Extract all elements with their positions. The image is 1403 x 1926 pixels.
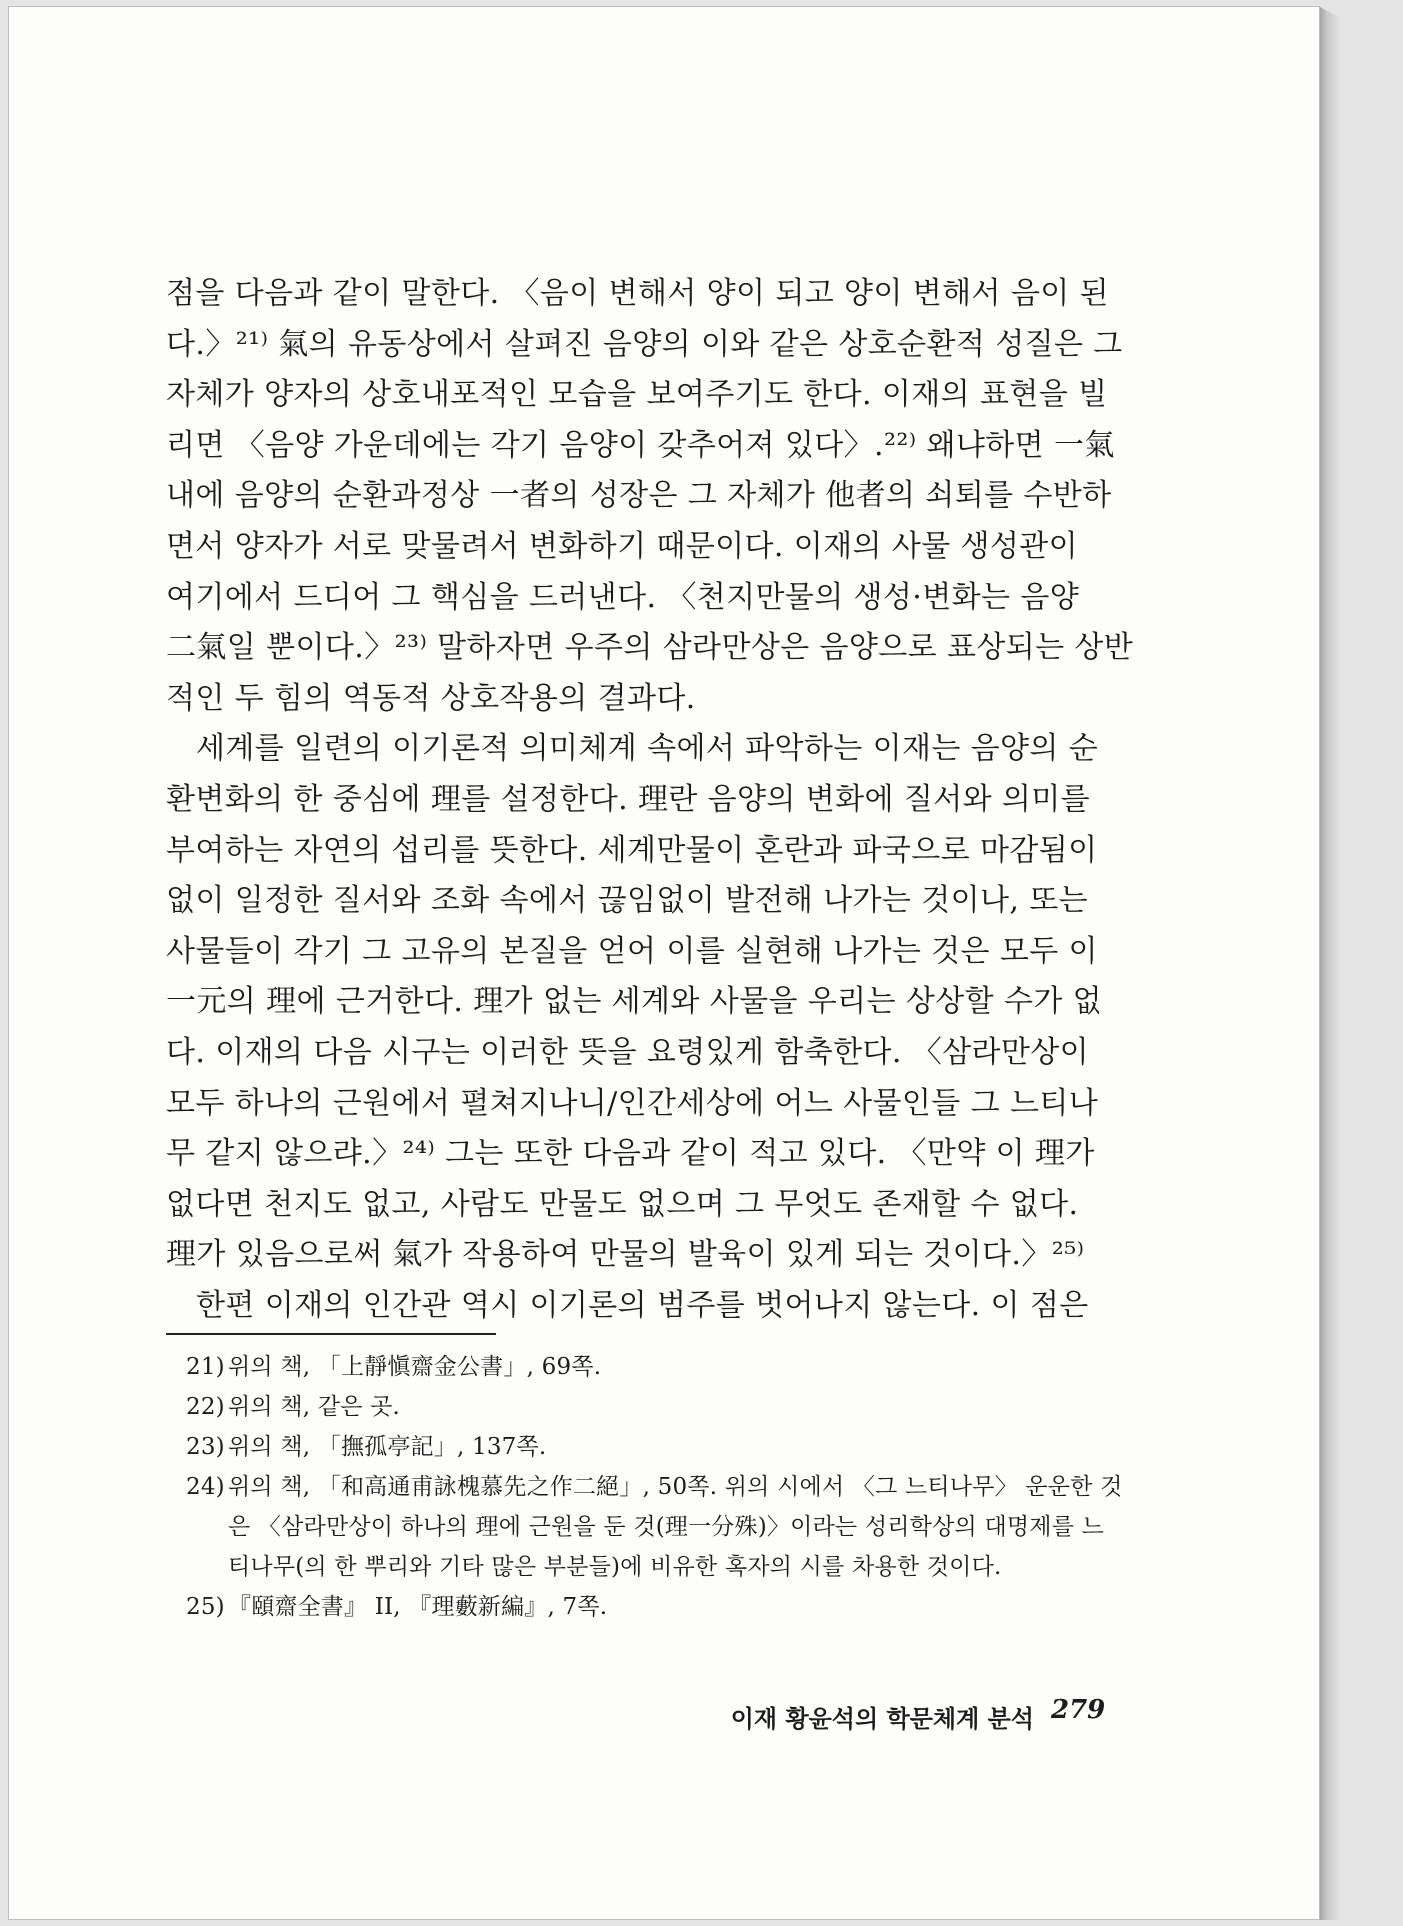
body-line: 사물들이 각기 그 고유의 본질을 얻어 이를 실현해 나가는 것은 모두 이 — [166, 933, 1098, 969]
body-line: 一元의 理에 근거한다. 理가 없는 세계와 사물을 우리는 상상할 수가 없 — [166, 984, 1103, 1020]
footnotes — [186, 1347, 1126, 1627]
body-line: 없다면 천지도 없고, 사람도 만물도 없으며 그 무엇도 존재할 수 없다. — [166, 1186, 1079, 1222]
body-line: 무 같지 않으랴.〉²⁴⁾ 그는 또한 다음과 같이 적고 있다. 〈만약 이 理가 — [166, 1136, 1095, 1172]
footnote — [186, 1467, 1126, 1587]
footnote-divider — [166, 1333, 496, 1335]
page-edge-shadow — [1318, 6, 1340, 1920]
footnote-text: 위의 책, 같은 곳. — [228, 1394, 401, 1420]
body-line: 二氣일 뿐이다.〉²³⁾ 말하자면 우주의 삼라만상은 음양으로 표상되는 상반 — [166, 630, 1134, 666]
body-text — [166, 269, 1134, 1331]
body-line: 면서 양자가 서로 맞물려서 변화하기 때문이다. 이재의 사물 생성관이 — [166, 528, 1079, 564]
document-page — [8, 6, 1320, 1920]
body-line: 적인 두 힘의 역동적 상호작용의 결과다. — [166, 680, 696, 716]
footnote-number: 21) — [186, 1354, 225, 1380]
footnote — [186, 1587, 1126, 1627]
running-footer-title: 이재 황윤석의 학문체계 분석 — [730, 1704, 1034, 1733]
footnote — [186, 1347, 1126, 1387]
body-line: 세계를 일련의 이기론적 의미체계 속에서 파악하는 이재는 음양의 순 — [196, 731, 1099, 767]
body-line: 다.〉²¹⁾ 氣의 유동상에서 살펴진 음양의 이와 같은 상호순환적 성질은 그 — [166, 326, 1123, 362]
body-line: 부여하는 자연의 섭리를 뜻한다. 세계만물이 혼란과 파국으로 마감됨이 — [166, 832, 1098, 868]
footnote-text: 위의 책, 「上靜愼齋金公書」, 69쪽. — [228, 1354, 602, 1380]
footnote-number: 23) — [186, 1434, 225, 1460]
footnote-number: 24) — [186, 1474, 225, 1500]
body-line: 한편 이재의 인간관 역시 이기론의 범주를 벗어나지 않는다. 이 점은 — [196, 1287, 1089, 1323]
body-line: 여기에서 드디어 그 핵심을 드러낸다. 〈천지만물의 생성·변화는 음양 — [166, 579, 1080, 615]
footnote-text: 위의 책, 「撫孤亭記」, 137쪽. — [228, 1434, 547, 1460]
body-line: 점을 다음과 같이 말한다. 〈음이 변해서 양이 되고 양이 변해서 음이 된 — [166, 276, 1109, 311]
body-line: 자체가 양자의 상호내포적인 모습을 보여주기도 한다. 이재의 표현을 빌 — [166, 377, 1108, 413]
body-line: 모두 하나의 근원에서 펼쳐지나니/인간세상에 어느 사물인들 그 느티나 — [166, 1085, 1099, 1121]
page-number: 279 — [1051, 1695, 1106, 1725]
body-line: 理가 있음으로써 氣가 작용하여 만물의 발육이 있게 되는 것이다.〉²⁵⁾ — [166, 1237, 1085, 1273]
footnote-text: 『頤齋全書』 II, 『理藪新編』, 7쪽. — [228, 1594, 608, 1620]
footnote — [186, 1387, 1126, 1427]
body-line: 다. 이재의 다음 시구는 이러한 뜻을 요령있게 함축한다. 〈삼라만상이 — [166, 1034, 1090, 1070]
footnote-text: 위의 책, 「和高通甫詠槐慕先之作二絕」, 50쪽. 위의 시에서 〈그 느티나무〉 운운한 것은 〈삼라만상이 하나의 理에 근원을 둔 것(理一分殊)〉이라는 성리학상의 대명제를 느티나무(의 한 뿌리와 기타 많은 부분들)에 비유한 혹자의 시를 차용한 것이다. — [228, 1474, 1123, 1580]
body-line: 리면 〈음양 가운데에는 각기 음양이 갖추어져 있다〉.²²⁾ 왜냐하면 一氣 — [166, 427, 1115, 463]
footnote-number: 22) — [186, 1394, 225, 1420]
footnote-number: 25) — [186, 1594, 225, 1620]
body-line: 없이 일정한 질서와 조화 속에서 끊임없이 발전해 나가는 것이나, 또는 — [166, 883, 1089, 919]
body-line: 내에 음양의 순환과정상 一者의 성장은 그 자체가 他者의 쇠퇴를 수반하 — [166, 478, 1112, 514]
body-line: 환변화의 한 중심에 理를 설정한다. 理란 음양의 변화에 질서와 의미를 — [166, 781, 1091, 817]
footnote — [186, 1427, 1126, 1467]
